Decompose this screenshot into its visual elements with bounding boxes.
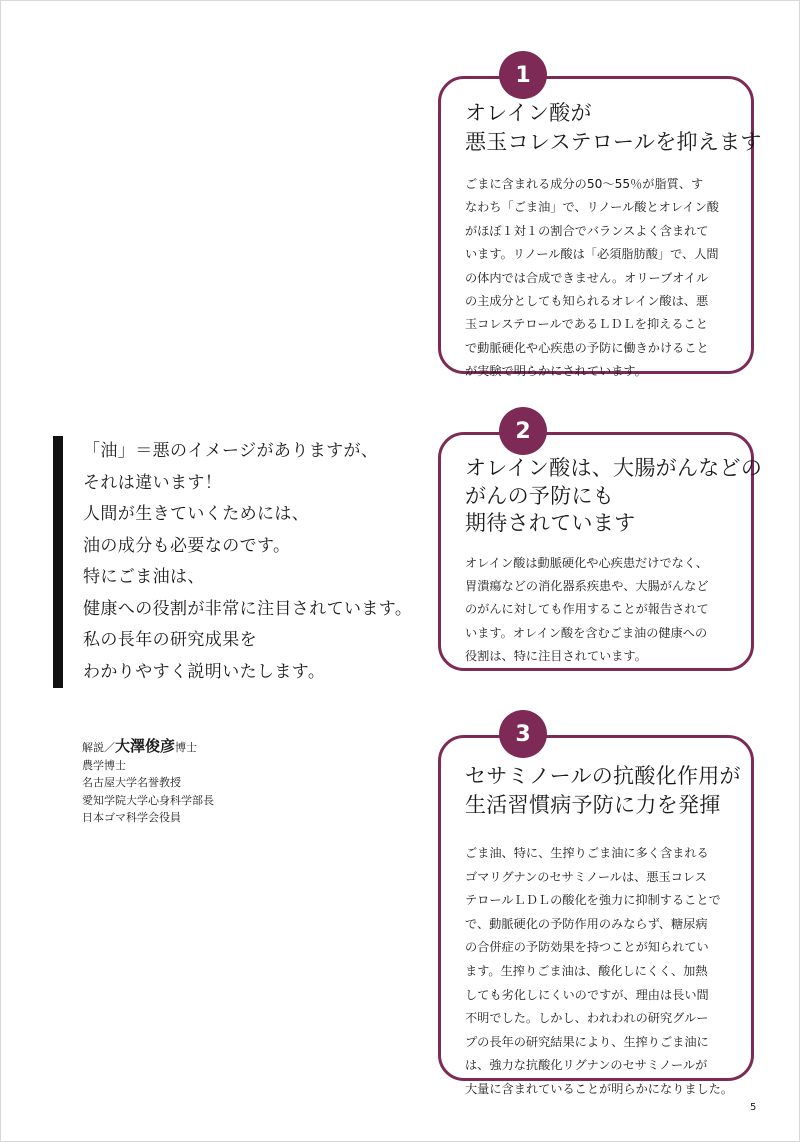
point-card-1 <box>438 62 762 379</box>
card-title <box>441 455 763 538</box>
card-title-line: がんの予防にも <box>465 483 615 508</box>
card-body-line: 不明でした。しかし、われわれの研究グルー <box>465 1011 709 1026</box>
quote-line: 油の成分も必要なのです。 <box>83 535 291 556</box>
card-body-line: の合併症の予防効果を持つことが知られてい <box>465 940 709 955</box>
author-name: 大澤俊彦 <box>115 737 176 755</box>
card-body-line: ゴマリグナンのセサミノールは、悪玉コレス <box>465 869 707 884</box>
quote-line: 特にごま油は、 <box>83 567 205 587</box>
card-body-line: オレイン酸は動脈硬化や心疾患だけでなく、 <box>465 555 708 570</box>
card-body-line: ごま油、特に、生搾りごま油に多く含まれる <box>465 846 709 860</box>
quote-line: 「油」＝悪のイメージがありますが、 <box>83 441 379 461</box>
card-title-line: 悪玉コレステロールを抑えます <box>465 130 762 154</box>
author-credential: 農学博士 <box>82 758 126 772</box>
card-body <box>441 842 751 1102</box>
card-body-line: がほぼ１対１の割合でバランスよく含まれて <box>465 223 709 238</box>
card-body-line: なわち「ごま油」で、リノール酸とオレイン酸 <box>465 200 719 215</box>
card-body-line: 大量に含まれていることが明らかになりました。 <box>465 1081 734 1096</box>
quote-line: 私の長年の研究成果を <box>83 630 257 650</box>
number-badge: 2 <box>499 407 547 455</box>
card-body-line: 役割は、特に注目されています。 <box>465 649 647 664</box>
card-body-line: プの長年の研究結果により、生搾りごま油に <box>465 1034 709 1049</box>
card-body-line: は、強力な抗酸化リグナンのセサミノールが <box>465 1058 708 1073</box>
page-number: 5 <box>750 1102 757 1113</box>
card-body-line: しても劣化しにくいのですが、理由は長い間 <box>465 987 709 1002</box>
intro-quote <box>53 436 423 688</box>
quote-line: わかりやすく説明いたします。 <box>83 661 326 682</box>
author-name-row <box>82 738 214 757</box>
card-body-line: 玉コレステロールであるＬＤＬを抑えること <box>465 317 708 332</box>
author-credit <box>82 738 214 827</box>
point-card-3 <box>438 721 754 1096</box>
card-title <box>441 99 762 157</box>
quote-line: 健康への役割が非常に注目されています。 <box>83 598 413 619</box>
card-body-line: います。オレイン酸を含むごま油の健康への <box>465 625 708 640</box>
quote-line: それは違います！ <box>83 472 223 493</box>
number-badge: 3 <box>499 710 547 758</box>
card-body-line: 胃潰瘍などの消化器系疾患や、大腸がんなど <box>465 578 709 593</box>
card-body-line: で、動脈硬化の予防作用のみならず、糖尿病 <box>465 916 708 931</box>
credit-prefix: 解説／ <box>82 741 115 754</box>
card-title-line: セサミノールの抗酸化作用が <box>465 764 741 788</box>
card-body-line: います。リノール酸は「必須脂肪酸」で、人間 <box>465 247 719 262</box>
card-body-line: テロールＬＤＬの酸化を強力に抑制することで <box>465 893 721 908</box>
card-title-line: 生活習慣病予防に力を発揮 <box>465 793 721 817</box>
card-body-line: ごまに含まれる成分の50〜55％が脂質、す <box>465 177 704 191</box>
card-body-line: が実験で明らかにされています。 <box>465 364 647 379</box>
card-title-line: オレイン酸が <box>465 101 592 125</box>
card-title <box>441 762 751 820</box>
card-body-line: で動脈硬化や心疾患の予防に働きかけること <box>465 340 709 355</box>
point-card-2 <box>438 418 763 671</box>
card-body-line: ます。生搾りごま油は、酸化しにくく、加熱 <box>465 963 708 978</box>
quote-line: 人間が生きていくためには、 <box>83 504 310 524</box>
card-body <box>441 173 751 384</box>
card-title-line: オレイン酸は、大腸がんなどの <box>465 456 763 480</box>
card-body-line: の主成分としても知られるオレイン酸は、悪 <box>465 294 709 309</box>
author-title: 博士 <box>175 741 198 754</box>
number-badge: 1 <box>499 51 547 99</box>
card-body-line: の体内では合成できません。オリーブオイル <box>465 270 709 285</box>
author-credential: 名古屋大学名誉教授 <box>82 776 181 789</box>
author-credential: 日本ゴマ科学会役員 <box>82 811 181 824</box>
card-body <box>441 552 751 669</box>
author-credential: 愛知学院大学心身科学部長 <box>82 793 214 807</box>
card-body-line: のがんに対しても作用することが報告されて <box>465 602 709 617</box>
card-title-line: 期待されています <box>465 511 636 535</box>
